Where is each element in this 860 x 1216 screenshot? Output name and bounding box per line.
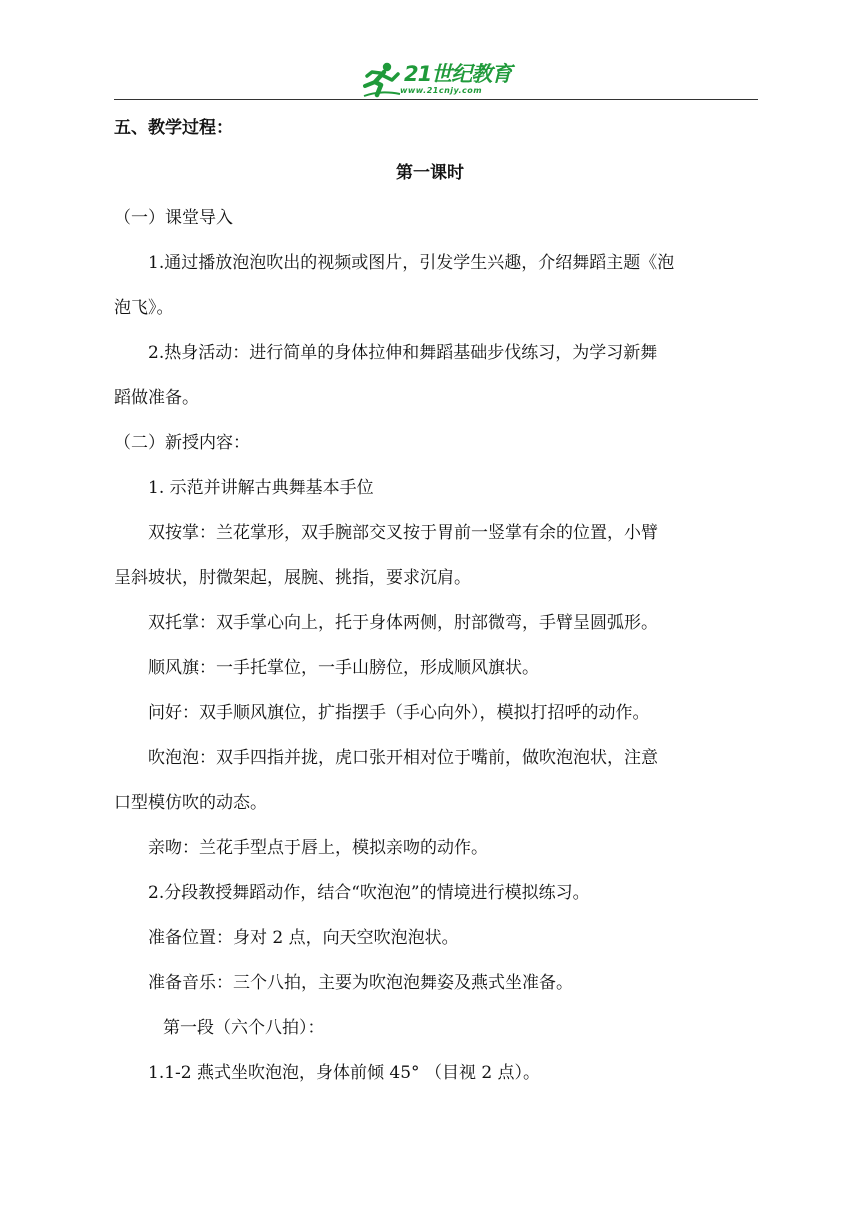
logo-text: 21世纪教育 [404,62,512,86]
paragraph-line: 口型模仿吹的动态。 [114,793,267,813]
lesson-title: 第一课时 [396,163,464,183]
paragraph-line: 问好：双手顺风旗位，扩指摆手（手心向外），模拟打招呼的动作。 [148,703,650,723]
paragraph-line: 吹泡泡：双手四指并拢，虎口张开相对位于嘴前，做吹泡泡状，注意 [148,748,658,768]
item2-title: 2.分段教授舞蹈动作，结合“吹泡泡”的情境进行模拟练习。 [148,883,590,903]
site-logo [360,60,510,100]
paragraph-line: 双按掌：兰花掌形，双手腕部交叉按于胃前一竖掌有余的位置，小臂 [148,523,658,543]
running-figure-icon [360,60,402,100]
part1-heading: （一）课堂导入 [114,208,233,228]
paragraph-line: 呈斜坡状，肘微架起，展腕、挑指，要求沉肩。 [114,568,471,588]
paragraph-line: 蹈做准备。 [114,388,199,408]
paragraph-line: 亲吻：兰花手型点于唇上，模拟亲吻的动作。 [148,838,488,858]
logo-url: www.21cnjy.com [400,86,483,95]
paragraph-line: 准备音乐：三个八拍，主要为吹泡泡舞姿及燕式坐准备。 [148,973,573,993]
paragraph-line: 2.热身活动：进行简单的身体拉伸和舞蹈基础步伐练习，为学习新舞 [148,343,658,363]
paragraph-line: 泡飞》。 [114,298,174,318]
paragraph-line: 顺风旗：一手托掌位，一手山膀位，形成顺风旗状。 [148,658,539,678]
item1-title: 1. 示范并讲解古典舞基本手位 [148,478,374,498]
paragraph-line: 1.通过播放泡泡吹出的视频或图片，引发学生兴趣，介绍舞蹈主题《泡 [148,253,675,273]
paragraph-line: 准备位置：身对 2 点，向天空吹泡泡状。 [148,928,459,948]
page-header [114,58,758,102]
section-heading: 五、教学过程： [114,118,233,138]
part2-heading: （二）新授内容： [114,433,250,453]
paragraph-line: 双托掌：双手掌心向上，托于身体两侧，肘部微弯，手臂呈圆弧形。 [148,613,658,633]
segment-heading: 第一段（六个八拍）： [163,1018,325,1038]
header-divider [114,99,758,100]
paragraph-line: 1.1-2 燕式坐吹泡泡，身体前倾 45° （目视 2 点）。 [148,1063,541,1083]
